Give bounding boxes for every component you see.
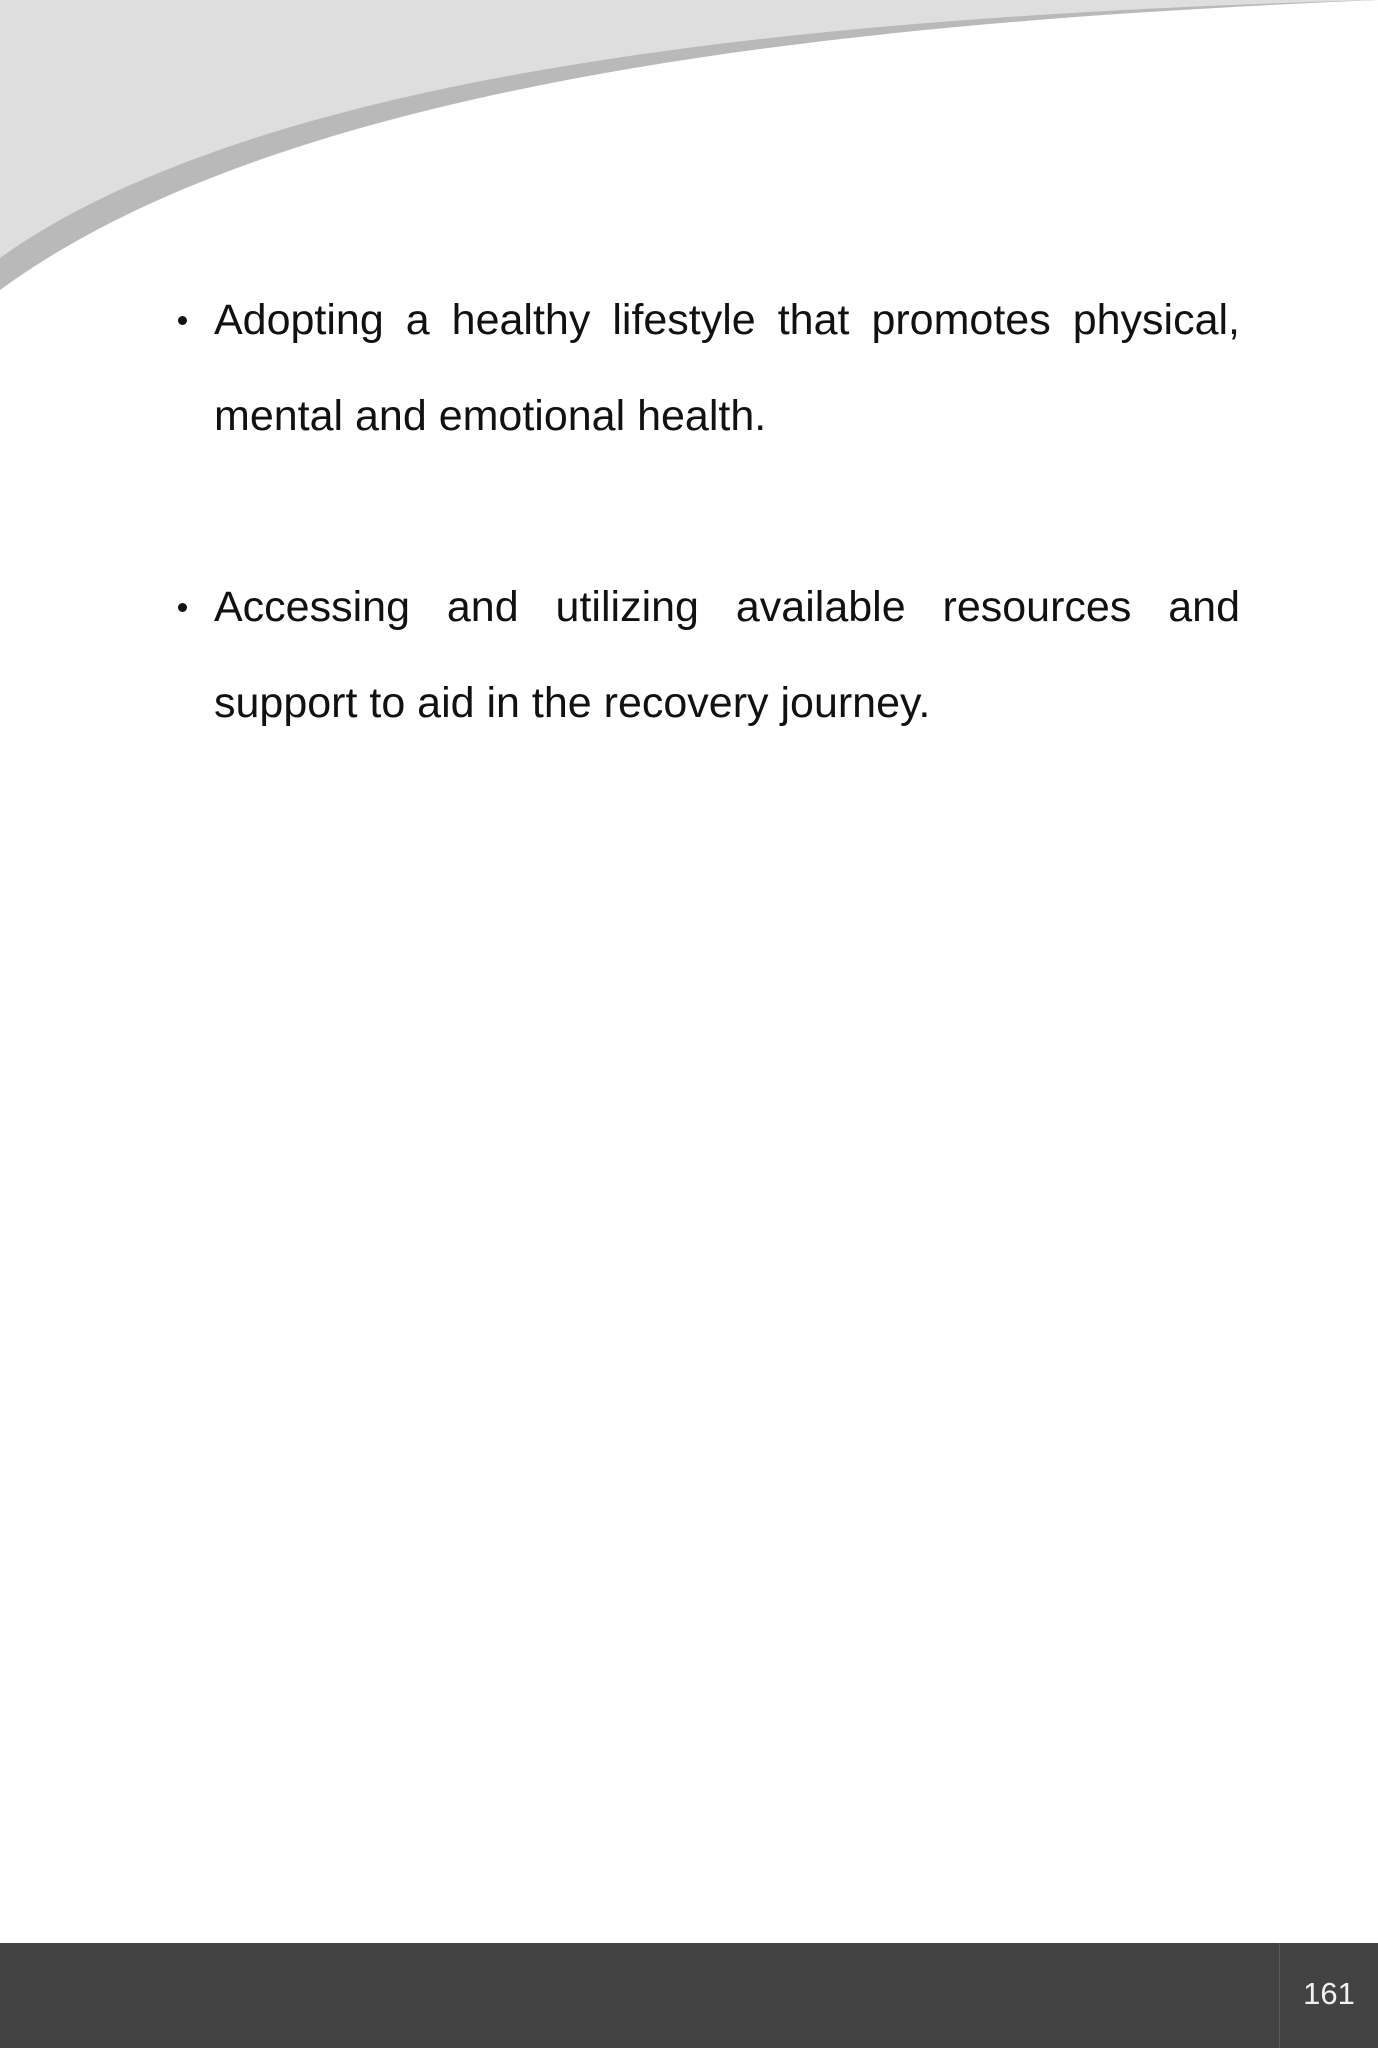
bullet-icon (178, 603, 187, 612)
bullet-list (172, 272, 1240, 846)
page-footer (0, 1943, 1378, 2048)
list-item (172, 559, 1240, 751)
list-item-text: Adopting a healthy lifestyle that promotes physical, mental and emotional health. (214, 296, 1240, 440)
list-item (172, 272, 1240, 464)
page-number-box (1279, 1943, 1378, 2048)
header-swoosh-decoration (0, 0, 1378, 300)
page-number: 161 (1303, 1976, 1355, 2011)
list-item-text: Accessing and utilizing available resources and support to aid in the recovery journey. (214, 583, 1240, 727)
bullet-icon (178, 316, 187, 325)
